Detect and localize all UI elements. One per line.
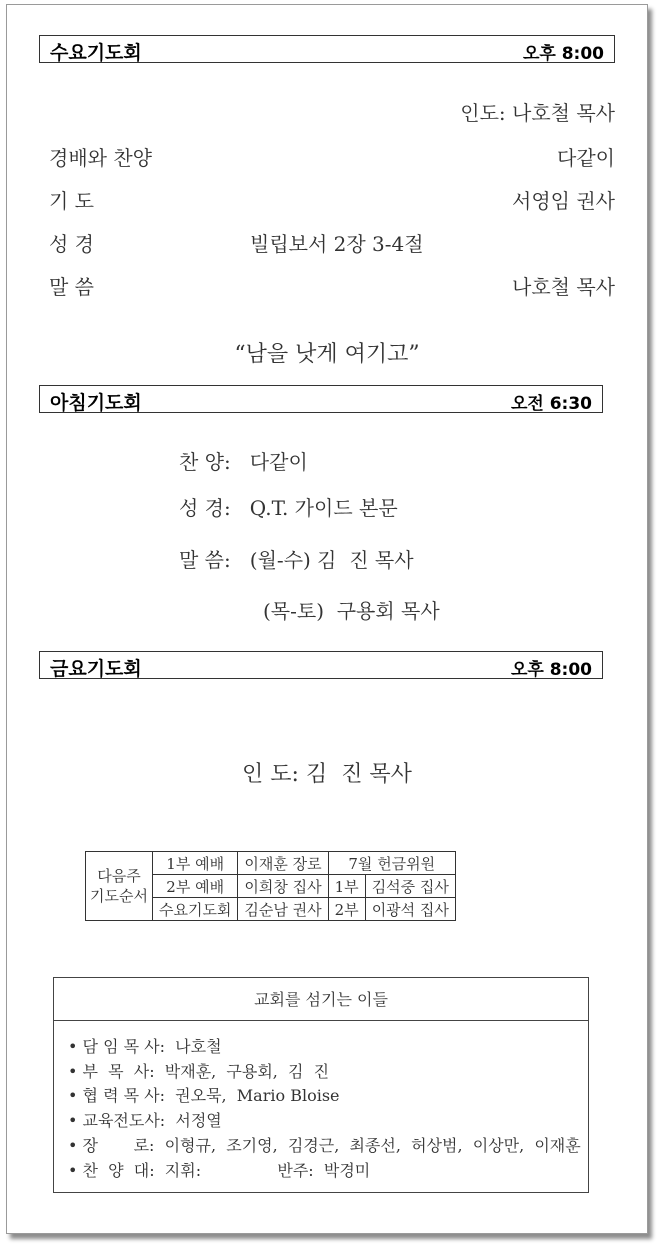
- table-cell: 이재훈 장로: [238, 852, 328, 875]
- wednesday-time: 오후 8:00: [522, 44, 604, 64]
- staff-box: [53, 977, 589, 1193]
- table-cell: 1부: [328, 875, 365, 898]
- friday-header: [39, 651, 603, 679]
- morning-time: 오전 6:30: [510, 394, 592, 414]
- friday-leader: 인 도: 김 진 목사: [242, 762, 412, 787]
- table-cell: 이광석 집사: [365, 898, 455, 921]
- table-cell: 이희창 집사: [238, 875, 328, 898]
- friday-title: 금요기도회: [50, 658, 142, 680]
- table-cell: 김순남 권사: [238, 898, 328, 921]
- list-item: • 담 임 목 사: 나호철: [68, 1037, 222, 1056]
- next-week-label-line1: 다음주: [97, 867, 141, 885]
- friday-time: 오후 8:00: [510, 660, 592, 680]
- morning-line: 말 씀: (월-수) 김 진 목사: [179, 548, 414, 572]
- wednesday-row-right: 다같이: [557, 146, 615, 170]
- list-item: • 장 로: 이형규, 조기영, 김경근, 최종선, 허상범, 이상만, 이재훈: [68, 1136, 581, 1155]
- table-cell: 김석중 집사: [365, 875, 455, 898]
- wednesday-row-label: 성 경: [49, 232, 94, 256]
- list-item: • 협 력 목 사: 권오묵, Mario Bloise: [68, 1086, 340, 1105]
- wednesday-row-label: 말 씀: [49, 275, 94, 299]
- staff-title: 교회를 섬기는 이들: [54, 978, 588, 1021]
- list-item: • 찬 양 대: 지휘: 반주: 박경미: [68, 1161, 371, 1180]
- morning-line: 성 경: Q.T. 가이드 본문: [179, 496, 398, 520]
- wednesday-title: 수요기도회: [50, 42, 142, 64]
- wednesday-leader: 인도: 나호철 목사: [460, 101, 615, 125]
- morning-line: 찬 양: 다같이: [179, 450, 308, 474]
- table-cell: 7월 헌금위원: [328, 852, 455, 875]
- bulletin-page: [6, 4, 648, 1234]
- next-week-label: [86, 852, 153, 921]
- table-cell: 수요기도회: [152, 898, 237, 921]
- next-week-label-line2: 기도순서: [90, 887, 148, 905]
- wednesday-scripture: 빌립보서 2장 3-4절: [250, 232, 424, 256]
- wednesday-row-label: 기 도: [49, 189, 94, 213]
- morning-title: 아침기도회: [50, 392, 142, 414]
- wednesday-row-label: 경배와 찬양: [49, 146, 152, 170]
- morning-header: [39, 385, 603, 413]
- table-cell: 2부 예배: [152, 875, 237, 898]
- table-cell: 2부: [328, 898, 365, 921]
- wednesday-row-right: 서영임 권사: [512, 189, 615, 213]
- next-week-schedule-table: [85, 851, 456, 921]
- list-item: • 부 목 사: 박재훈, 구용회, 김 진: [68, 1062, 330, 1081]
- sermon-title: “남을 낫게 여기고”: [234, 342, 420, 367]
- list-item: • 교육전도사: 서정열: [68, 1111, 222, 1130]
- wednesday-header: [39, 35, 615, 63]
- table-cell: 1부 예배: [152, 852, 237, 875]
- table-row: [86, 852, 456, 875]
- wednesday-row-right: 나호철 목사: [512, 275, 615, 299]
- morning-line: (목-토) 구용회 목사: [263, 599, 440, 623]
